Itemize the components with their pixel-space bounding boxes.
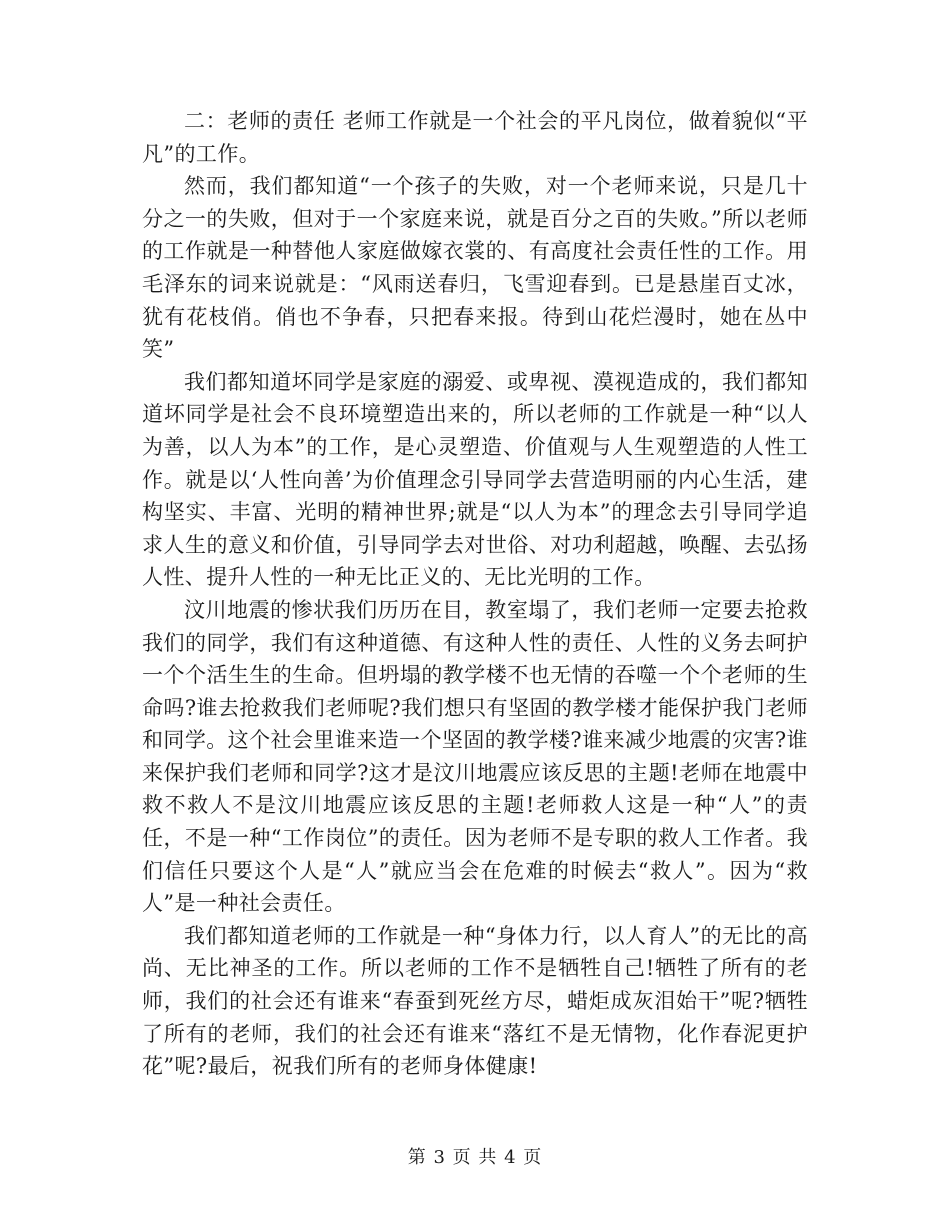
paragraph-4: 汶川地震的惨状我们历历在目，教室塌了，我们老师一定要去抢救我们的同学，我们有这种道德、有这种人性的责任、人性的义务去呵护一个个活生生的生命。但坍塌的教学楼不也无情的吞噬一个个老师的生命吗?谁去抢救我们老师呢?我们想只有坚固的教学楼才能保护我门老师和同学。这个社会里谁来造一个坚固的教学楼?谁来减少地震的灾害?谁来保护我们老师和同学?这才是汶川地震应该反思的主题!老师在地震中救不救人不是汶川地震应该反思的主题!老师救人这是一种“人”的责任，不是一种“工作岗位”的责任。因为老师不是专职的救人工作者。我们信任只要这个人是“人”就应当会在危难的时候去“救人”。因为“救人”是一种社会责任。 <box>142 597 808 916</box>
page-footer: 第 3 页 共 4 页 <box>407 1147 543 1168</box>
document-body <box>142 105 808 1083</box>
paragraph-2: 然而，我们都知道“一个孩子的失败，对一个老师来说，只是几十分之一的失败，但对于一个家庭来说，就是百分之百的失败。”所以老师的工作就是一种替他人家庭做嫁衣裳的、有高度社会责任性的工作。用毛泽东的词来说就是：“风雨送春归，飞雪迎春到。已是悬崖百丈冰，犹有花枝俏。俏也不争春，只把春来报。待到山花烂漫时，她在丛中笑” <box>142 174 808 362</box>
paragraph-3: 我们都知道坏同学是家庭的溺爱、或卑视、漠视造成的，我们都知道坏同学是社会不良环境塑造出来的，所以老师的工作就是一种“以人为善，以人为本”的工作，是心灵塑造、价值观与人生观塑造的人性工作。就是以‘人性向善’为价值理念引导同学去营造明丽的内心生活，建构坚实、丰富、光明的精神世界;就是“以人为本”的理念去引导同学追求人生的意义和价值，引导同学去对世俗、对功利超越，唤醒、去弘扬人性、提升人性的一种无比正义的、无比光明的工作。 <box>142 369 808 590</box>
paragraph-1: 二：老师的责任 老师工作就是一个社会的平凡岗位，做着貌似“平凡”的工作。 <box>142 109 808 166</box>
paragraph-5: 我们都知道老师的工作就是一种“身体力行，以人育人”的无比的高尚、无比神圣的工作。所以老师的工作不是牺牲自己!牺牲了所有的老师，我们的社会还有谁来“春蚕到死丝方尽，蜡炬成灰泪始干”呢?牺牲了所有的老师，我们的社会还有谁来“落红不是无情物，化作春泥更护花”呢?最后，祝我们所有的老师身体健康! <box>142 923 808 1079</box>
